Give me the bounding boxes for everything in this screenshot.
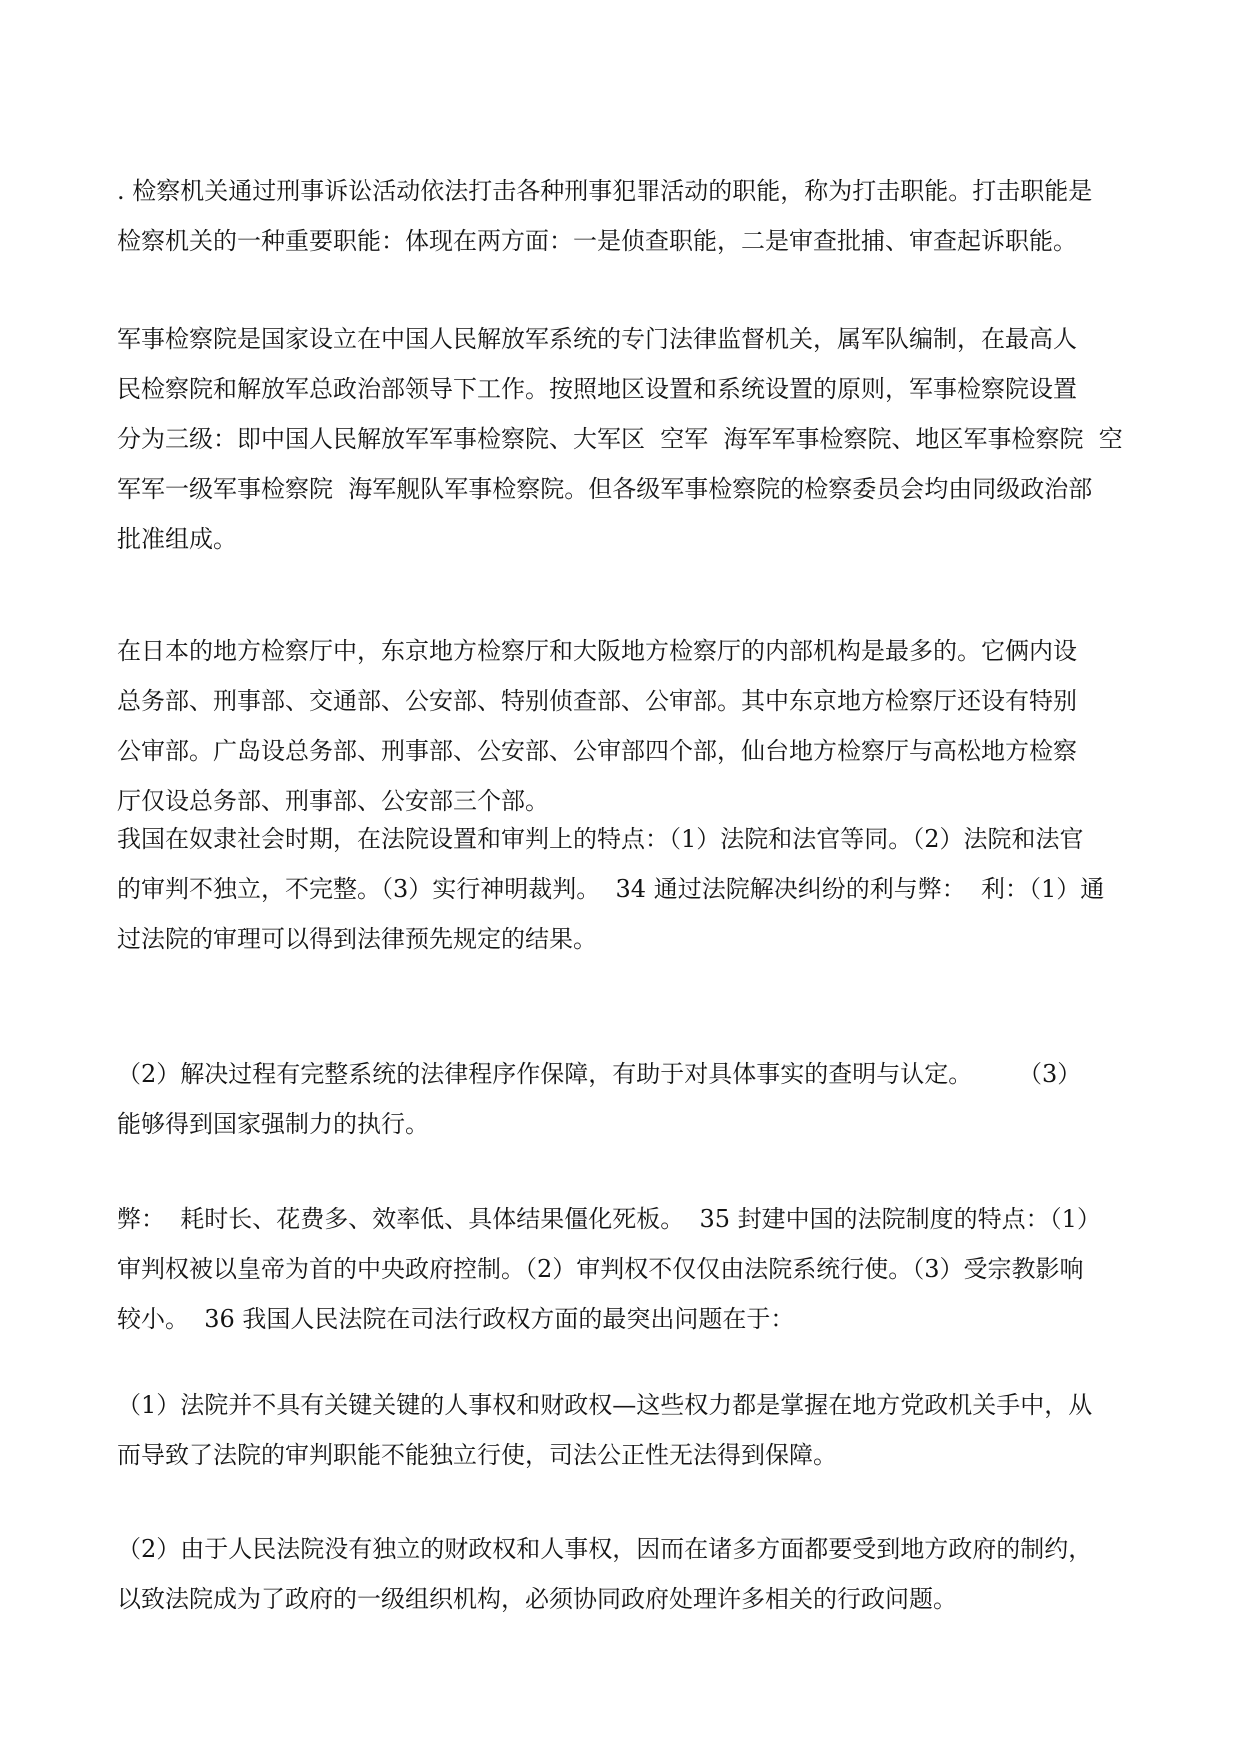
- text-line: 检察机关的一种重要职能：体现在两方面：一是侦查职能，二是审查批捕、审查起诉职能。: [117, 227, 1077, 255]
- text-line: （1）法院并不具有关键关键的人事权和财政权—这些权力都是掌握在地方党政机关手中，从: [117, 1391, 1093, 1419]
- paragraph-military-procuratorate: [117, 314, 1127, 564]
- text-line: 总务部、刑事部、交通部、公安部、特别侦查部、公审部。其中东京地方检察厅还设有特别: [117, 687, 1077, 715]
- text-line: 能够得到国家强制力的执行。: [117, 1110, 429, 1138]
- text-line: 我国在奴隶社会时期，在法院设置和审判上的特点：（1）法院和法官等同。（2）法院和法官: [117, 825, 1084, 853]
- text-line: 的审判不独立，不完整。（3）实行神明裁判。 34 通过法院解决纠纷的利与弊： 利：（1）通: [117, 875, 1105, 903]
- text-line: 在日本的地方检察厅中，东京地方检察厅和大阪地方检察厅的内部机构是最多的。它俩内设: [117, 637, 1077, 665]
- text-line: 以致法院成为了政府的一级组织机构，必须协同政府处理许多相关的行政问题。: [117, 1585, 957, 1613]
- paragraph-slave-society-courts: [117, 814, 1127, 964]
- text-line: 厅仅设总务部、刑事部、公安部三个部。: [117, 787, 549, 815]
- text-line: 较小。 36 我国人民法院在司法行政权方面的最突出问题在于：: [117, 1305, 795, 1333]
- text-line: 军事检察院是国家设立在中国人民解放军系统的专门法律监督机关，属军队编制，在最高人: [117, 325, 1077, 353]
- text-line: 军军一级军事检察院 海军舰队军事检察院。但各级军事检察院的检察委员会均由同级政治部: [117, 475, 1093, 503]
- text-line: 批准组成。: [117, 525, 237, 553]
- paragraph-japan-prosecutors: [117, 626, 1127, 826]
- text-line: 过法院的审理可以得到法律预先规定的结果。: [117, 925, 597, 953]
- paragraph-procuratorate-functions: [117, 166, 1127, 266]
- text-line: 而导致了法院的审判职能不能独立行使，司法公正性无法得到保障。: [117, 1441, 837, 1469]
- paragraph-court-advantages: [117, 1049, 1127, 1149]
- paragraph-court-issue-2: [117, 1524, 1127, 1624]
- text-line: 审判权被以皇帝为首的中央政府控制。（2）审判权不仅仅由法院系统行使。（3）受宗教影响: [117, 1255, 1084, 1283]
- text-line: 民检察院和解放军总政治部领导下工作。按照地区设置和系统设置的原则，军事检察院设置: [117, 375, 1077, 403]
- text-line: 弊： 耗时长、花费多、效率低、具体结果僵化死板。 35 封建中国的法院制度的特点：（1）: [117, 1205, 1101, 1233]
- paragraph-court-issue-1: [117, 1380, 1127, 1480]
- text-line: （2）解决过程有完整系统的法律程序作保障，有助于对具体事实的查明与认定。 （3）: [117, 1060, 1082, 1088]
- text-line: . 检察机关通过刑事诉讼活动依法打击各种刑事犯罪活动的职能，称为打击职能。打击职能是: [117, 177, 1093, 205]
- text-line: 分为三级：即中国人民解放军军事检察院、大军区 空军 海军军事检察院、地区军事检察院 空: [117, 425, 1123, 453]
- paragraph-court-disadvantages: [117, 1194, 1127, 1344]
- text-line: （2）由于人民法院没有独立的财政权和人事权，因而在诸多方面都要受到地方政府的制约，: [117, 1535, 1093, 1563]
- text-line: 公审部。广岛设总务部、刑事部、公安部、公审部四个部，仙台地方检察厅与高松地方检察: [117, 737, 1077, 765]
